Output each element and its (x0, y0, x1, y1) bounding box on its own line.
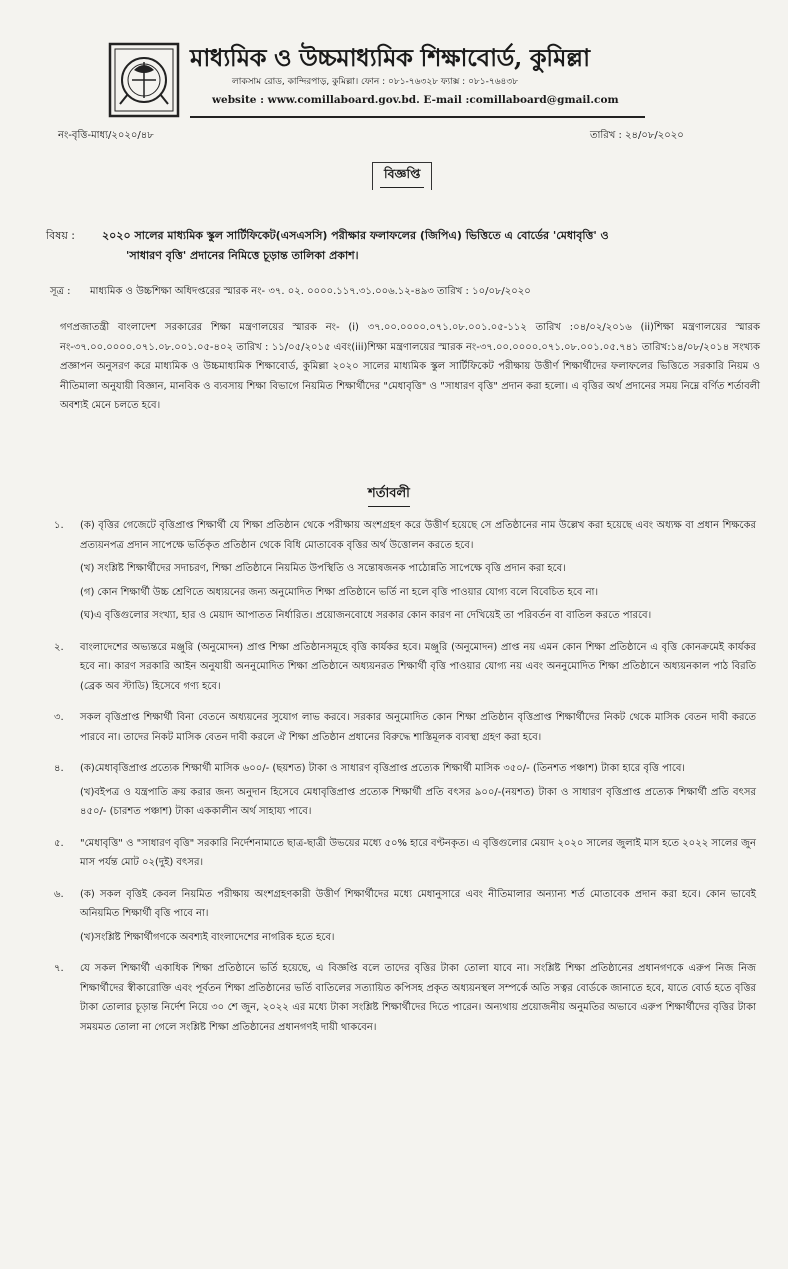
conditions-list (54, 516, 756, 1049)
source-text: মাধ্যমিক ও উচ্চশিক্ষা অধিদপ্তরের স্মারক নং- ৩৭. ০২. ০০০০.১১৭.৩১.০০৬.১২-৪৯৩ তারিখ : ১০/০৮/২০২০ (90, 286, 531, 297)
condition-item (54, 834, 756, 873)
condition-body (80, 959, 756, 1037)
condition-item (54, 759, 756, 822)
condition-number: ৬. (54, 888, 64, 900)
board-address: লাকসাম রোড, কান্দিরপাড়, কুমিল্লা। ফোন : ০৮১-৭৬৩২৮ ফ্যাক্স : ০৮১-৭৬৪৩৮ (232, 77, 519, 87)
condition-clause: (ক) সকল বৃত্তিই কেবল নিয়মিত পরীক্ষায় অংশগ্রহণকারী উত্তীর্ণ শিক্ষার্থীদের মধ্যে মেধানুসারে এবং নীতিমালার অন্যান্য শর্ত মোতাবেক প্রদান করা হবে। কোন ভাবেই অনিয়মিত শিক্ষার্থী বৃত্তি পাবে না। (80, 888, 756, 919)
condition-clause: (খ)বইপত্র ও যন্ত্রপাতি ক্রয় করার জন্য অনুদান হিসেবে মেধাবৃত্তিপ্রাপ্ত প্রত্যেক শিক্ষার্থী প্রতি বৎসর ৯০০/-(নয়শত) টাকা ও সাধারণ বৃত্তিপ্রাপ্ত প্রত্যেক শিক্ষার্থী প্রতি বৎসর ৪৫০/- (চারশত পঞ্চাশ) টাকা এককালীন অর্থ সাহায্য পাবে। (80, 786, 757, 817)
conditions-title: শর্তাবলী (368, 484, 410, 507)
reference-number: নং-বৃত্তি-মাধ্য/২০২০/৪৮ (58, 130, 154, 141)
condition-clause: যে সকল শিক্ষার্থী একাধিক শিক্ষা প্রতিষ্ঠানে ভর্তি হয়েছে, এ বিজ্ঞপ্তি বলে তাদের বৃত্তির টাকা তোলা যাবে না। সংশ্লিষ্ট শিক্ষা প্রতিষ্ঠানের প্রধানগণকে এরুপ নিজ নিজ শিক্ষার্থীদের স্বীকারোক্তি এবং পূর্বতন শিক্ষা প্রতিষ্ঠানের ভর্তি বাতিলের সত্যায়িত কপিসহ প্রকৃত অধ্যয়নস্থল সম্পর্কে অতি সত্বর বোর্ডকে জানাতে হবে, যাতে বোর্ড হতে বৃত্তির টাকা তোলার চূড়ান্ত নির্দেশ নিয়ে ৩০ শে জুন, ২০২২ এর মধ্যে টাকা সংশ্লিষ্ট শিক্ষার্থীদের দিতে পারেন। অন্যথায় প্রয়োজনীয় অনুমতির অভাবে এরুপ শিক্ষার্থীদের বৃত্তির টাকা সময়মত তোলা না গেলে সংশ্লিষ্ট শিক্ষা প্রতিষ্ঠানের প্রধানগণই দায়ী থাকবেন। (80, 963, 756, 1033)
condition-body (80, 759, 756, 822)
condition-clause: "মেধাবৃত্তি" ও "সাধারণ বৃত্তি" সরকারি নির্দেশনামাতে ছাত্র-ছাত্রী উভয়ের মধ্যে ৫০% হারে বণ্টনকৃত। এ বৃত্তিগুলোর মেয়াদ ২০২০ সালের জুলাই মাস হতে ২০২২ সালের জুন মাস পর্যন্ত মোট ০২(দুই) বৎসর। (80, 837, 756, 868)
subject-line-2: 'সাধারণ বৃত্তি' প্রদানের নিমিত্তে চূড়ান্ত তালিকা প্রকাশ। (126, 249, 359, 262)
condition-number: ৭. (54, 963, 64, 974)
reference-date: তারিখ : ২৪/০৮/২০২০ (590, 130, 684, 141)
subject-block (46, 226, 754, 266)
condition-clause: সকল বৃত্তিপ্রাপ্ত শিক্ষার্থী বিনা বেতনে অধ্যয়নের সুযোগ লাভ করবে। সরকার অনুমোদিত কোন শিক্ষা প্রতিষ্ঠান বৃত্তিপ্রাপ্ত শিক্ষার্থীদের নিকট থেকে মাসিক বেতন দাবী করতে পারবে না। তাদের নিকট মাসিক বেতন দাবী করলে ঐ শিক্ষা প্রতিষ্ঠান প্রধানের বিরুদ্ধে শাস্তিমূলক ব্যবস্থা গ্রহণ করা হবে। (80, 712, 756, 743)
condition-body (80, 834, 756, 873)
condition-item (54, 959, 756, 1037)
condition-number: ৫. (54, 837, 64, 849)
condition-item (54, 885, 756, 948)
header-rule (190, 116, 645, 118)
source-block (50, 284, 758, 301)
condition-clause: (গ) কোন শিক্ষার্থী উচ্চ শ্রেণিতে অধ্যয়নের জন্য অনুমোদিত শিক্ষা প্রতিষ্ঠানে ভর্তি না হলে বৃত্তি পাওয়ার যোগ্য বলে বিবেচিত হবে না। (80, 586, 599, 598)
condition-number: ২. (54, 641, 64, 653)
condition-number: ৪. (54, 763, 64, 774)
condition-clause: (খ) সংশ্লিষ্ট শিক্ষার্থীদের সদাচরণ, শিক্ষা প্রতিষ্ঠানে নিয়মিত উপস্থিতি ও সন্তোষজনক পাঠোন্নতি সাপেক্ষে বৃত্তি প্রদান করা হবে। (80, 563, 566, 574)
intro-paragraph: গণপ্রজাতন্ত্রী বাংলাদেশ সরকারের শিক্ষা মন্ত্রণালয়ের স্মারক নং- (i) ৩৭.০০.০০০০.০৭১.০৮.০০১.০৫-১১২ তারিখ :০৪/০২/২০১৬ (ii)শিক্ষা মন্ত্রণালয়ের স্মারক নং-৩৭.০০.০০০০.০৭১.০৮.০০১.০৫-৪০২ তারিখ : ১১/০৫/২০১৫ এবং(iii)শিক্ষা মন্ত্রণালয়ের স্মারক নং-৩৭.০০.০০০০.০৭১.০৮.০০১.০৫.৭৪১ তারিখ:১৪/০৮/২০১৪ সংখ্যক প্রজ্ঞাপন অনুসরণ করে মাধ্যমিক ও উচ্চমাধ্যমিক শিক্ষাবোর্ড, কুমিল্লা ২০২০ সালের মাধ্যমিক স্কুল সার্টিফিকেট পরীক্ষায় উত্তীর্ণ শিক্ষার্থীদের ফলাফলের ভিত্তিতে সরকারি নিয়ম ও নীতিমালা অনুযায়ী বিজ্ঞান, মানবিক ও ব্যবসায় শিক্ষা বিভাগে নিয়মিত শিক্ষার্থীদের "মেধাবৃত্তি" ও "সাধারণ বৃত্তি" প্রদান করা হলো। এ বৃত্তির অর্থ প্রদানের সময় নিম্নে বর্ণিত শর্তাবলী অবশ্যই মেনে চলতে হবে। (60, 322, 760, 411)
condition-item (54, 708, 756, 747)
condition-body (80, 708, 756, 747)
condition-clause: (খ)সংশ্লিষ্ট শিক্ষার্থীগণকে অবশ্যই বাংলাদেশের নাগরিক হতে হবে। (80, 931, 335, 943)
subject-label: বিষয় : (46, 229, 76, 242)
notice-heading: বিজ্ঞপ্তি (380, 166, 424, 188)
condition-body (80, 885, 756, 948)
condition-clause: (ঘ)এ বৃত্তিগুলোর সংখ্যা, হার ও মেয়াদ আপাতত নির্ধারিত। প্রয়োজনবোধে সরকার কোন কারণ না দেখিয়েই তা পরিবর্তন বা বাতিল করতে পারবে। (80, 610, 652, 621)
board-name: মাধ্যমিক ও উচ্চমাধ্যমিক শিক্ষাবোর্ড, কুমিল্লা (190, 43, 590, 72)
source-label: সূত্র : (50, 286, 71, 297)
condition-number: ১. (54, 520, 64, 531)
condition-clause: বাংলাদেশের অভ্যন্তরে মঞ্জুরি (অনুমোদন) প্রাপ্ত শিক্ষা প্রতিষ্ঠানসমূহে বৃত্তি কার্যকর হবে। মঞ্জুরি (অনুমোদন) প্রাপ্ত নয় এমন কোন শিক্ষা প্রতিষ্ঠানে এ বৃত্তি কোনক্রমেই কার্যকর হবে না। কারণ সরকারি আইন অনুযায়ী অননুমোদিত শিক্ষা প্রতিষ্ঠানে অধ্যয়নরত শিক্ষার্থী বৃত্তি পাওয়ার যোগ্য নয় এবং অননুমোদিত শিক্ষা প্রতিষ্ঠানে অধ্যয়নকাল পাঠ বিরতি (ব্রেক অব স্টাডি) হিসেবে গণ্য হবে। (80, 641, 756, 692)
condition-body (80, 638, 756, 697)
subject-line-1: ২০২০ সালের মাধ্যমিক স্কুল সার্টিফিকেট(এসএসসি) পরীক্ষার ফলাফলের (জিপিএ) ভিত্তিতে এ বোর্ডের 'মেধাবৃত্তি' ও (102, 229, 609, 242)
condition-item (54, 516, 756, 626)
condition-number: ৩. (54, 712, 64, 723)
board-seal-icon (104, 40, 184, 120)
condition-clause: (ক)মেধাবৃত্তিপ্রাপ্ত প্রত্যেক শিক্ষার্থী মাসিক ৬০০/- (ছয়শত) টাকা ও সাধারণ বৃত্তিপ্রাপ্ত প্রত্যেক শিক্ষার্থী মাসিক ৩৫০/- (তিনশত পঞ্চাশ) টাকা হারে বৃত্তি পাবে। (80, 763, 685, 774)
condition-item (54, 638, 756, 697)
condition-clause: (ক) বৃত্তির গেজেটে বৃত্তিপ্রাপ্ত শিক্ষার্থী যে শিক্ষা প্রতিষ্ঠান থেকে পরীক্ষায় অংশগ্রহণ করে উত্তীর্ণ হয়েছে সে প্রতিষ্ঠানের নাম উল্লেখ করা হয়েছে এবং অধ্যক্ষ বা প্রধান শিক্ষকের প্রত্যয়নপত্র প্রদান সাপেক্ষে ভর্তিকৃত প্রতিষ্ঠান থেকে বিধি মোতাবেক বৃত্তির অর্থ উত্তোলন করতে হবে। (80, 520, 756, 551)
board-website-email: website : www.comillaboard.gov.bd. E-mail :comillaboard@gmail.com (212, 94, 619, 106)
condition-body (80, 516, 756, 626)
